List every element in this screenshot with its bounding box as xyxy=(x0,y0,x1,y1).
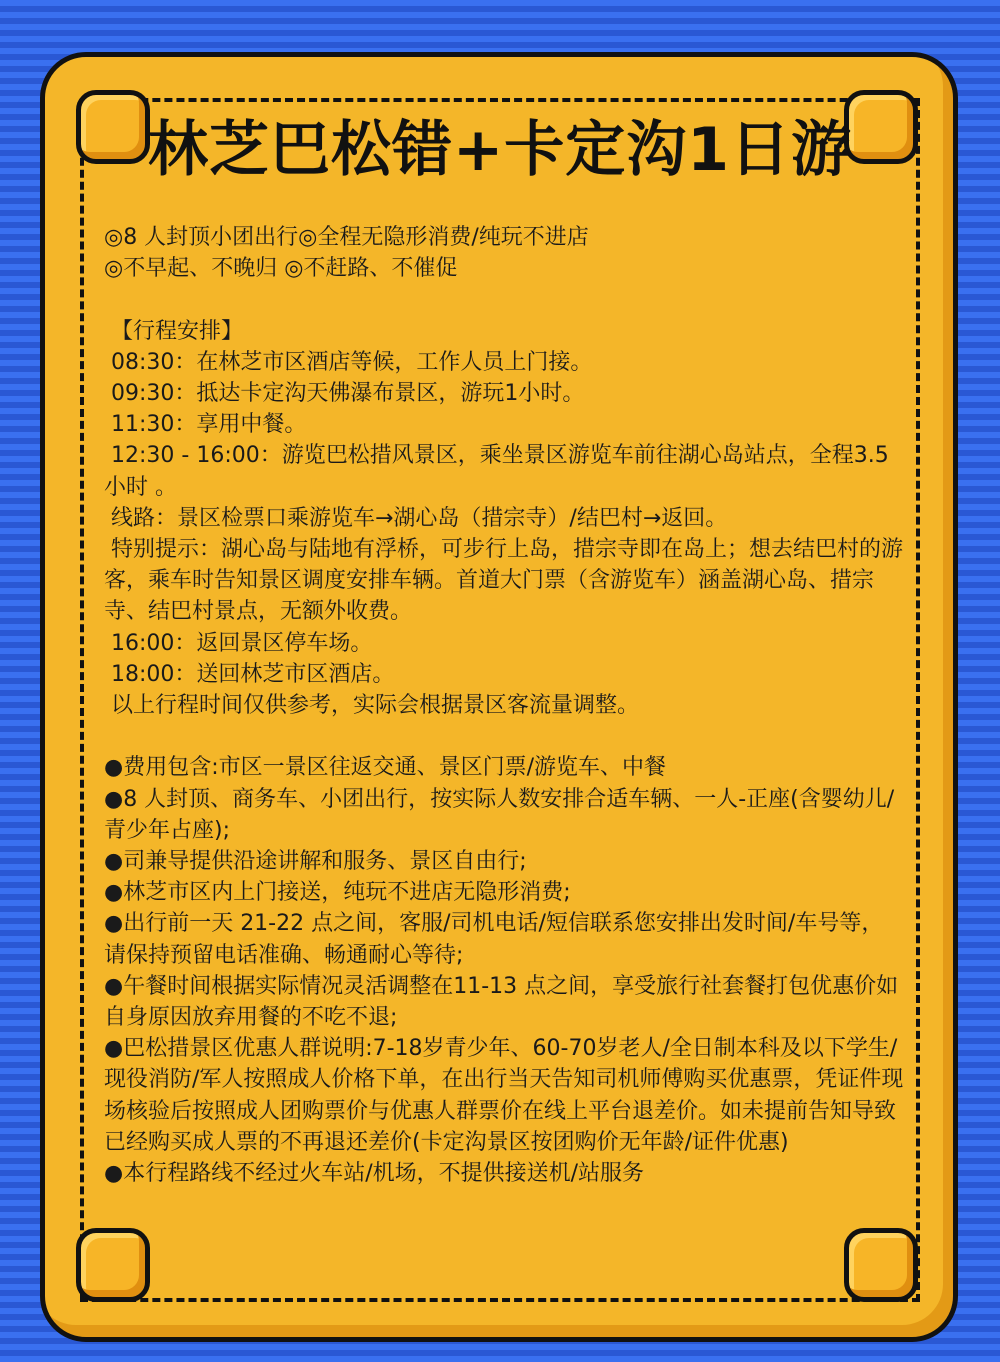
itinerary-line: 特别提示：湖心岛与陆地有浮桥，可步行上岛，措宗寺即在岛上；想去结巴村的游客，乘车时告知景区调度安排车辆。首道大门票（含游览车）涵盖湖心岛、措宗寺、结巴村景点，无额外收费。 xyxy=(104,537,904,625)
spacer xyxy=(104,721,904,752)
note-item: ●出行前一天 21-22 点之间，客服/司机电话/短信联系您安排出发时间/车号等，请保持预留电话准确、畅通耐心等待; xyxy=(104,911,884,968)
note-item: ●司兼导提供沿途讲解和服务、景区自由行; xyxy=(104,849,527,875)
itinerary-line: 16:00：返回景区停车场。 xyxy=(104,630,373,656)
content-body xyxy=(104,222,904,1189)
note-item: ●费用包含:市区一景区往返交通、景区门票/游览车、中餐 xyxy=(104,755,667,781)
corner-decoration-bottom-right xyxy=(844,1228,918,1302)
corner-decoration-bottom-left xyxy=(76,1228,150,1302)
itinerary-line: 18:00：送回林芝市区酒店。 xyxy=(104,661,395,687)
intro-line: ◎不早起、不晚归 ◎不赶路、不催促 xyxy=(104,256,458,282)
itinerary-line: 09:30：抵达卡定沟天佛瀑布景区，游玩1小时。 xyxy=(104,381,585,406)
note-item: ●8 人封顶、商务车、小团出行，按实际人数安排合适车辆、一人-正座(含婴幼儿/青少年占座); xyxy=(104,786,895,843)
note-item: ●林芝市区内上门接送，纯玩不进店无隐形消费; xyxy=(104,880,571,906)
itinerary-line: 以上行程时间仅供参考，实际会根据景区客流量调整。 xyxy=(104,693,640,719)
page-title: 林芝巴松错+卡定沟1日游 xyxy=(147,115,853,185)
itinerary-line: 12:30 - 16:00：游览巴松措风景区，乘坐景区游览车前往湖心岛站点，全程3.5小时 。 xyxy=(104,443,889,500)
intro-line: ◎8 人封顶小团出行◎全程无隐形消费/纯玩不进店 xyxy=(104,225,589,250)
spacer xyxy=(104,284,904,315)
itinerary-line: 11:30：享用中餐。 xyxy=(104,412,307,438)
itinerary-line: 08:30：在林芝市区酒店等候，工作人员上门接。 xyxy=(104,349,593,375)
itinerary-heading: 【行程安排】 xyxy=(104,318,244,344)
itinerary-line: 线路：景区检票口乘游览车→湖心岛（措宗寺）/结巴村→返回。 xyxy=(104,505,728,531)
note-item: ●午餐时间根据实际情况灵活调整在11-13 点之间，享受旅行社套餐打包优惠价如自身原因放弃用餐的不吃不退; xyxy=(104,973,899,1031)
note-item: ●本行程路线不经过火车站/机场，不提供接送机/站服务 xyxy=(104,1161,645,1187)
note-item: ●巴松措景区优惠人群说明:7-18岁青少年、60-70岁老人/全日制本科及以下学生/现役消防/军人按照成人价格下单，在出行当天告知司机师傅购买优惠票，凭证件现场核验后按照成人团购票价与优惠人群票价在线上平台退差价。如未提前告知导致已经购买成人票的不再退还差价(卡定沟景区按团购价无年龄/证件优惠) xyxy=(104,1036,904,1155)
